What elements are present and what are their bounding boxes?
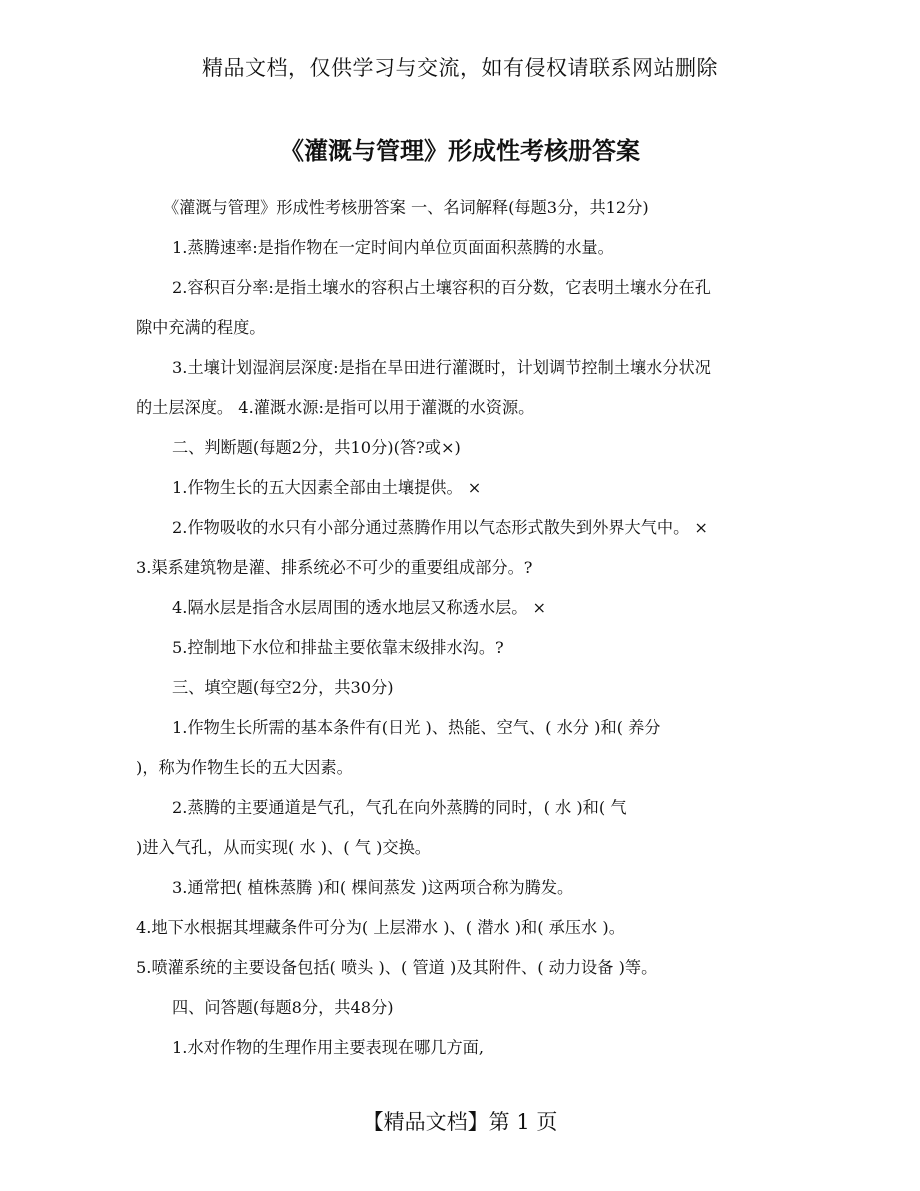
paragraph-line: 2.蒸腾的主要通道是气孔，气孔在向外蒸腾的同时，( 水 )和( 气	[172, 798, 627, 817]
paragraph-line: 2.作物吸收的水只有小部分通过蒸腾作用以气态形式散失到外界大气中。 ×	[172, 518, 708, 537]
paragraph-line: 隙中充满的程度。	[136, 318, 266, 337]
paragraph-line: )进入气孔，从而实现( 水 )、( 气 )交换。	[136, 838, 431, 857]
paragraph-line: 5.喷灌系统的主要设备包括( 喷头 )、( 管道 )及其附件、( 动力设备 )等。	[136, 958, 658, 977]
footer-page-note: 【精品文档】第 1 页	[362, 1110, 558, 1134]
section-heading-definitions: 《灌溉与管理》形成性考核册答案 一、名词解释(每题3分，共12分)	[163, 198, 649, 217]
paragraph-line: 4.地下水根据其埋藏条件可分为( 上层滞水 )、( 潜水 )和( 承压水 )。	[136, 918, 625, 937]
paragraph-line: 5.控制地下水位和排盐主要依靠末级排水沟。?	[172, 638, 504, 657]
paragraph-line: 3.渠系建筑物是灌、排系统必不可少的重要组成部分。?	[136, 558, 533, 577]
paragraph-line: 2.容积百分率:是指土壤水的容积占土壤容积的百分数，它表明土壤水分在孔	[172, 278, 711, 297]
paragraph-line: )，称为作物生长的五大因素。	[136, 758, 353, 777]
section-heading-questions: 四、问答题(每题8分，共48分)	[172, 998, 394, 1017]
paragraph-line: 1.作物生长所需的基本条件有(日光 )、热能、空气、( 水分 )和( 养分	[172, 718, 661, 737]
paragraph-line: 3.通常把( 植株蒸腾 )和( 棵间蒸发 )这两项合称为腾发。	[172, 878, 574, 897]
header-note: 精品文档，仅供学习与交流，如有侵权请联系网站删除	[202, 56, 718, 80]
paragraph-line: 1.蒸腾速率:是指作物在一定时间内单位页面面积蒸腾的水量。	[172, 238, 614, 257]
document-body	[136, 188, 776, 1068]
paragraph-line: 3.土壤计划湿润层深度:是指在旱田进行灌溉时，计划调节控制土壤水分状况	[172, 358, 711, 377]
paragraph-line: 4.隔水层是指含水层周围的透水地层又称透水层。 ×	[172, 598, 547, 617]
paragraph-line: 1.水对作物的生理作用主要表现在哪几方面,	[172, 1038, 484, 1057]
document-title: 《灌溉与管理》形成性考核册答案	[280, 136, 640, 165]
paragraph-line: 的土层深度。 4.灌溉水源:是指可以用于灌溉的水资源。	[136, 398, 535, 417]
paragraph-line: 1.作物生长的五大因素全部由土壤提供。 ×	[172, 478, 482, 497]
section-heading-true-false: 二、判断题(每题2分，共10分)(答?或×)	[172, 438, 461, 457]
section-heading-fill-in: 三、填空题(每空2分，共30分)	[172, 678, 394, 697]
